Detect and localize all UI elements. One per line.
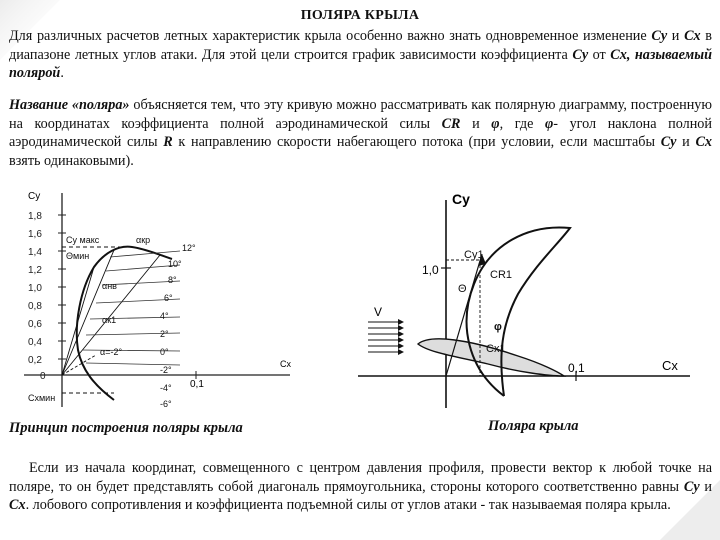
cr1-label: CR1 <box>490 269 513 281</box>
alpha-angle-label: 4° <box>160 311 169 321</box>
closing-paragraph: Если из начала координат, совмещенного с центром давления профиля, провести вектор к любой точке на поляре, то он будет представлять собой диагональ прямоугольника, стороны которого соответственно равны Cy и Cx. лобового сопротивления и коэффициента подъемной силы от углов атаки - так называемая поляра крыла. <box>9 460 712 513</box>
theta-min-label: Θмин <box>66 251 90 261</box>
alpha-angle-label: -6° <box>160 399 172 409</box>
cx1-label: Cx1 <box>486 343 506 355</box>
right-x-tick: 0,1 <box>568 361 585 375</box>
polar-construction-figure <box>10 185 298 415</box>
left-y-tick: 0,2 <box>28 355 42 366</box>
left-y-tick: 0,4 <box>28 337 42 348</box>
cx-min-label: Cxмин <box>28 393 56 403</box>
left-figure-caption: Принцип построения поляры крыла <box>9 420 243 436</box>
alpha-zero-label: α=-2° <box>100 347 123 357</box>
velocity-arrows <box>368 322 398 352</box>
wing-polar-figure <box>318 184 710 416</box>
cy1-label: Cy1 <box>464 249 484 261</box>
polar-construction-diagram <box>10 185 298 415</box>
left-y-axis-label: Cy <box>28 191 41 202</box>
naming-paragraph: Название «поляра» объясняется тем, что эту кривую можно рассматривать как полярную диаграмму, построенную на координатах коэффициента полной аэродинамической силы CR и φ, где φ- угол наклона полной аэродинамической силы R к направлению скорости набегающего потока (при условии, если масштабы Cy и Cx взять одинаковыми). <box>9 97 713 169</box>
phi-label: φ <box>494 321 502 333</box>
alpha-nv-label: αнв <box>102 281 117 291</box>
left-y-tick: 1,6 <box>28 229 42 240</box>
theta-label: Θ <box>458 283 467 295</box>
left-y-tick: 1,4 <box>28 247 42 258</box>
left-y-tick: 0,6 <box>28 319 42 330</box>
left-x-tick: 0,1 <box>190 379 204 390</box>
alpha-kp-label: αкр <box>136 235 151 245</box>
alpha-angle-label: 8° <box>168 275 177 285</box>
left-y-tick: 1,0 <box>28 283 42 294</box>
alpha-angle-label: 10° <box>168 259 182 269</box>
left-y-tick: 1,2 <box>28 265 42 276</box>
alpha-angle-label: -4° <box>160 383 172 393</box>
left-y-tick: 1,8 <box>28 211 42 222</box>
left-y-ticks <box>28 211 46 382</box>
left-y-tick: 0,8 <box>28 301 42 312</box>
alpha-angle-label: 6° <box>164 293 173 303</box>
velocity-label: V <box>374 305 383 319</box>
left-x-axis-label: Cx <box>280 359 291 369</box>
slide-title: ПОЛЯРА КРЫЛА <box>300 8 420 23</box>
alpha-k1-label: αк1 <box>102 315 117 325</box>
right-figure-caption: Поляра крыла <box>488 418 579 434</box>
left-y-tick: 0 <box>40 371 46 382</box>
right-y-axis-label: Cy <box>452 191 470 207</box>
alpha-angle-label: -2° <box>160 365 172 375</box>
alpha-angle-label: 0° <box>160 347 169 357</box>
intro-paragraph: Для различных расчетов летных характеристик крыла особенно важно знать одновременное изменение Cy и Cx в диапазоне летных углов атаки. Для этой цели строится график зависимости коэффициента Cy от Cx, называемый полярой. <box>9 28 712 81</box>
cy-max-label: Cy макс <box>66 235 100 245</box>
right-y-tick: 1,0 <box>422 263 439 277</box>
right-x-axis-label: Cx <box>662 358 678 373</box>
alpha-angle-label: 12° <box>182 243 196 253</box>
wing-polar-diagram <box>318 184 710 416</box>
alpha-angle-label: 2° <box>160 329 169 339</box>
